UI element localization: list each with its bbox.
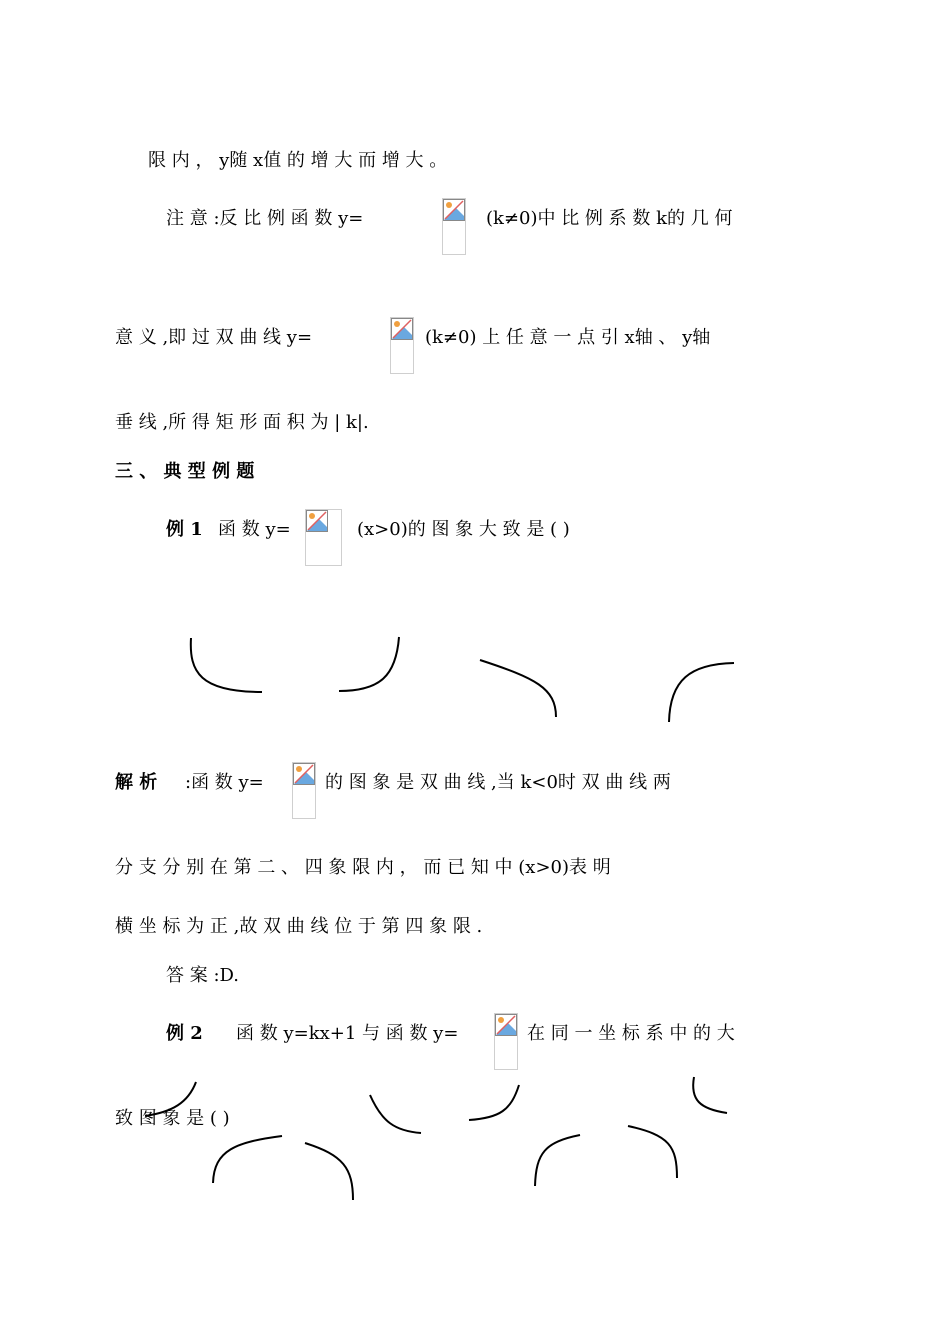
analysis-text-b: 的 图 象 是 双 曲 线 ,当 k<0时 双 曲 线 两 <box>325 772 671 793</box>
curve-option-a <box>191 638 262 692</box>
example-1-label: 例 1 <box>166 519 203 540</box>
example-2-text-c: 致 图 象 是 ( ) <box>115 1108 230 1129</box>
curve-option-c <box>480 660 556 717</box>
analysis-text-d: 横 坐 标 为 正 ,故 双 曲 线 位 于 第 四 象 限 . <box>115 916 483 937</box>
curve-sketch-3 <box>469 1085 519 1120</box>
note-text-a: 注 意 :反 比 例 函 数 y= <box>166 208 364 229</box>
note-text-c: 意 义 ,即 过 双 曲 线 y= <box>115 327 313 348</box>
curve-option-d <box>669 663 734 722</box>
curve-sketch-6 <box>305 1143 353 1200</box>
analysis-text-c: 分 支 分 别 在 第 二 、 四 象 限 内 ， 而 已 知 中 (x>0)表 明 <box>115 857 611 878</box>
curve-sketch-2 <box>370 1095 421 1133</box>
curve-sketch-4 <box>693 1077 727 1113</box>
curve-sketch-1 <box>145 1082 196 1116</box>
example-2-label: 例 2 <box>166 1023 203 1044</box>
analysis-text-a: :函 数 y= <box>185 772 264 793</box>
answer-line: 答 案 :D. <box>166 965 240 986</box>
example-2-text-a: 函 数 y=kx+1 与 函 数 y= <box>236 1023 459 1044</box>
note-text-b: (k≠0)中 比 例 系 数 k的 几 何 <box>486 208 733 229</box>
curve-sketch-8 <box>628 1126 677 1178</box>
example-1-text-b: (x>0)的 图 象 大 致 是 ( ) <box>357 519 570 540</box>
analysis-label: 解 析 <box>115 772 158 793</box>
curve-sketch-7 <box>535 1135 580 1186</box>
example-1-text-a: 函 数 y= <box>218 519 291 540</box>
example-2-text-b: 在 同 一 坐 标 系 中 的 大 <box>527 1023 735 1044</box>
note-text-e: 垂 线 ,所 得 矩 形 面 积 为 | k|. <box>115 412 369 433</box>
curve-sketch-5 <box>213 1136 282 1183</box>
curve-option-b <box>339 637 399 691</box>
note-text-d: (k≠0) 上 任 意 一 点 引 x轴 、 y轴 <box>425 327 711 348</box>
section-heading: 三 、 典 型 例 题 <box>115 461 255 482</box>
paragraph-line: 限 内 ， y随 x值 的 增 大 而 增 大 。 <box>148 150 448 171</box>
